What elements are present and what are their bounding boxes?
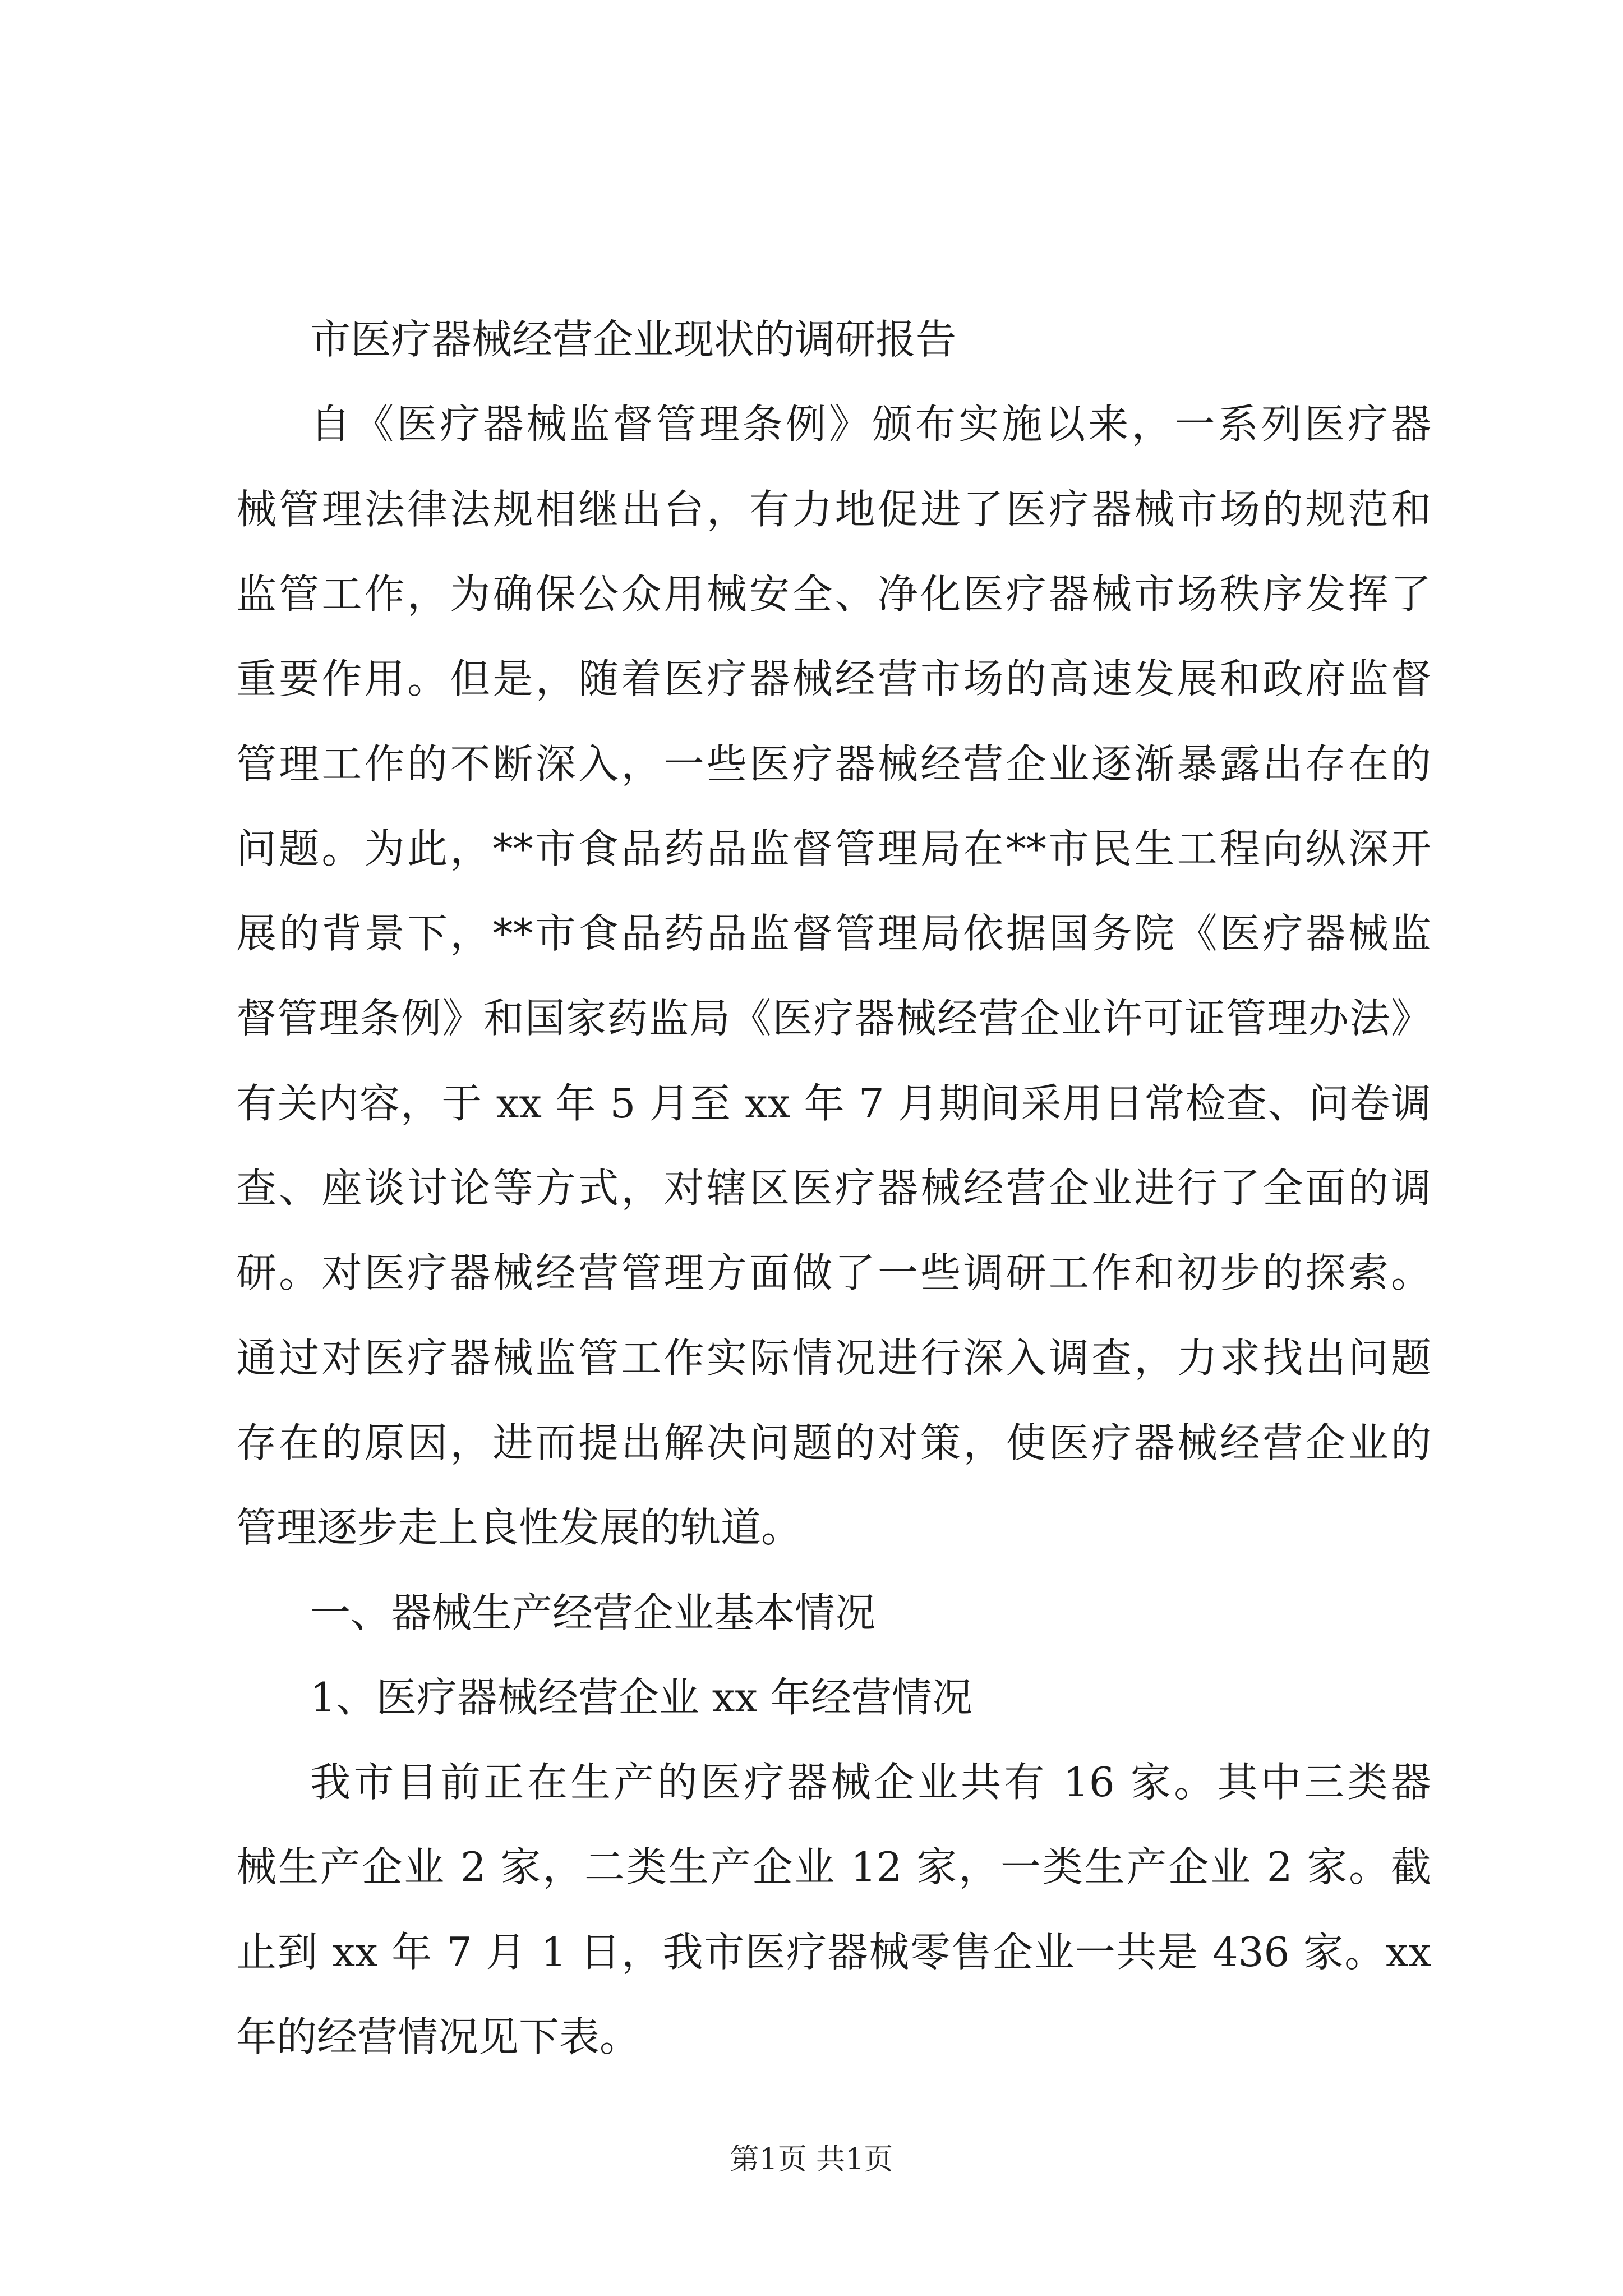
subsection-heading-line: 1、医疗器械经营企业 xx 年经营情况 bbox=[310, 1673, 972, 1721]
intro-paragraph-line: 监管工作，为确保公众用械安全、净化医疗器械市场秩序发挥了 bbox=[236, 570, 1431, 618]
intro-paragraph-line: 管理逐步走上良性发展的轨道。 bbox=[236, 1504, 802, 1552]
page-footer: 第1页 共1页 bbox=[730, 2143, 893, 2177]
body-paragraph-line: 我市目前正在生产的医疗器械企业共有 16 家。其中三类器 bbox=[310, 1759, 1431, 1806]
intro-paragraph-line: 展的背景下，**市食品药品监督管理局依据国务院《医疗器械监 bbox=[236, 910, 1431, 958]
intro-paragraph-line: 重要作用。但是，随着医疗器械经营市场的高速发展和政府监督 bbox=[236, 655, 1431, 703]
intro-paragraph-line: 查、座谈讨论等方式，对辖区医疗器械经营企业进行了全面的调 bbox=[236, 1165, 1431, 1212]
intro-paragraph-line: 督管理条例》和国家药监局《医疗器械经营企业许可证管理办法》 bbox=[236, 995, 1431, 1042]
report-title-line: 市医疗器械经营企业现状的调研报告 bbox=[310, 316, 957, 363]
section-heading-line: 一、器械生产经营企业基本情况 bbox=[310, 1589, 876, 1636]
intro-paragraph-line: 管理工作的不断深入，一些医疗器械经营企业逐渐暴露出存在的 bbox=[236, 740, 1431, 788]
body-paragraph-line: 止到 xx 年 7 月 1 日，我市医疗器械零售企业一共是 436 家。xx bbox=[236, 1928, 1431, 1976]
intro-paragraph-line: 通过对医疗器械监管工作实际情况进行深入调查，力求找出问题 bbox=[236, 1334, 1431, 1382]
body-paragraph-line: 械生产企业 2 家，二类生产企业 12 家，一类生产企业 2 家。截 bbox=[236, 1843, 1431, 1891]
intro-paragraph-line: 问题。为此，**市食品药品监督管理局在**市民生工程向纵深开 bbox=[236, 825, 1431, 872]
intro-paragraph-line: 有关内容，于 xx 年 5 月至 xx 年 7 月期间采用日常检查、问卷调 bbox=[236, 1079, 1431, 1127]
body-paragraph-line: 年的经营情况见下表。 bbox=[236, 2013, 640, 2060]
intro-paragraph-line: 自《医疗器械监督管理条例》颁布实施以来，一系列医疗器 bbox=[310, 401, 1431, 448]
intro-paragraph-line: 研。对医疗器械经营管理方面做了一些调研工作和初步的探索。 bbox=[236, 1249, 1431, 1297]
intro-paragraph-line: 存在的原因，进而提出解决问题的对策，使医疗器械经营企业的 bbox=[236, 1419, 1431, 1466]
intro-paragraph-line: 械管理法律法规相继出台，有力地促进了医疗器械市场的规范和 bbox=[236, 485, 1431, 533]
